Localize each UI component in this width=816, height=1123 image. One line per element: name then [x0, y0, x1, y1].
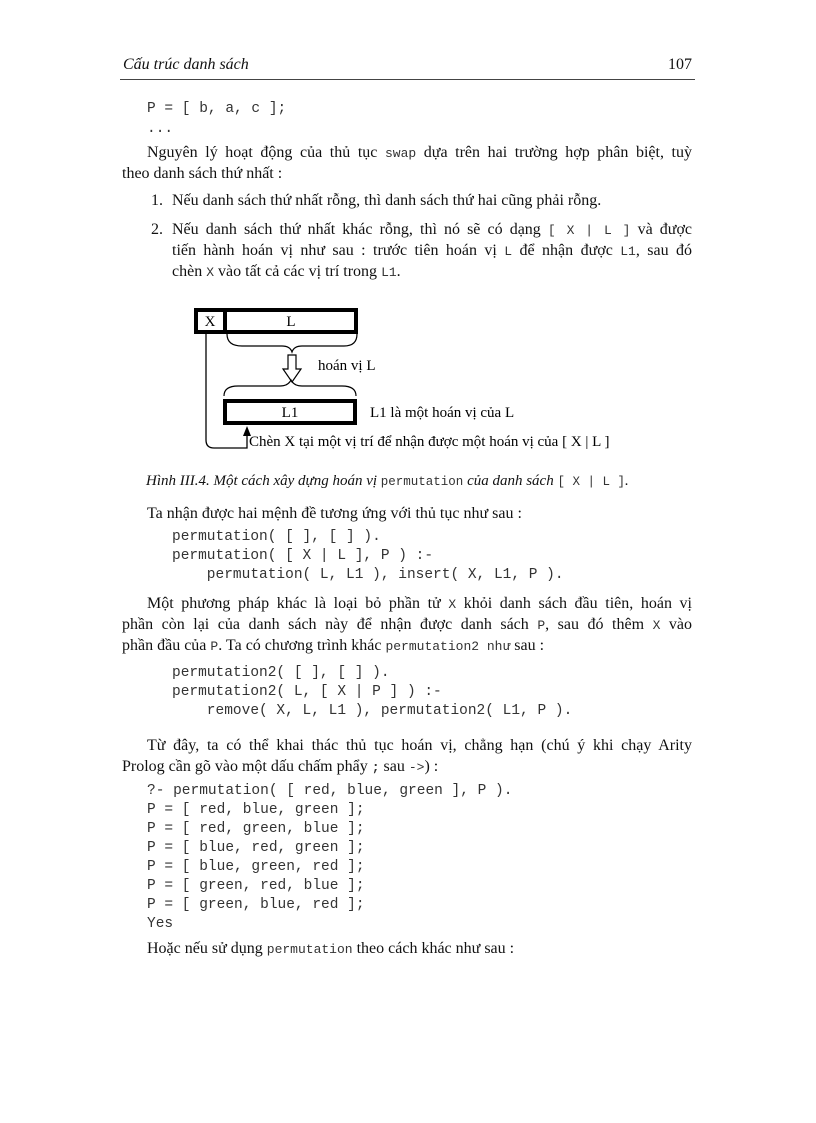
text: vào	[668, 616, 693, 633]
l1-description: L1 là một hoán vị của L	[370, 405, 515, 421]
text: phần đầu của	[122, 637, 207, 654]
code-line: Yes	[147, 916, 174, 932]
insert-label: Chèn X tại một vị trí để nhận được một hoán vị của [ X | L ]	[249, 434, 610, 450]
text: theo cách khác như sau :	[356, 940, 515, 957]
inline-code: permutation	[266, 942, 353, 957]
code-line: P = [ blue, green, red ];	[147, 859, 365, 875]
running-header-title: Cấu trúc danh sách	[123, 56, 249, 73]
text: .	[624, 473, 629, 489]
inline-code: X	[206, 265, 215, 280]
text: của danh sách	[467, 473, 554, 489]
code-line: permutation2( [ ], [ ] ).	[172, 665, 390, 681]
code-line: P = [ blue, red, green ];	[147, 840, 365, 856]
inline-code: X	[652, 618, 661, 633]
text: và được	[637, 221, 693, 238]
code-line: permutation( [ X | L ], P ) :-	[172, 548, 434, 564]
inline-code: ;	[371, 760, 380, 775]
paragraph: Ta nhận được hai mệnh đề tương ứng với thủ tục như sau :	[147, 505, 522, 522]
inline-code: permutation2 như	[385, 639, 511, 654]
inline-code: [ X | L ]	[557, 475, 625, 489]
text: , sau đó thêm	[545, 616, 645, 633]
swap-paragraph-line2: theo danh sách thứ nhất :	[122, 165, 283, 182]
text: Nguyên lý hoạt động của thủ tục	[147, 144, 378, 161]
code-line: permutation( L, L1 ), insert( X, L1, P ).	[172, 567, 564, 583]
inline-code: ->	[408, 760, 425, 775]
list-item-1: Nếu danh sách thứ nhất rỗng, thì danh sách thứ hai cũng phải rỗng.	[172, 192, 602, 209]
inline-code: [ X | L ]	[547, 223, 631, 238]
permute-label: hoán vị L	[318, 358, 376, 374]
text: Hình III.4. Một cách xây dựng hoán vị	[146, 473, 378, 489]
paragraph-line	[122, 614, 692, 636]
inline-code: swap	[384, 146, 417, 161]
code-line: P = [ red, green, blue ];	[147, 821, 365, 837]
text: tiến hành hoán vị như sau : trước tiên hoán vị	[172, 242, 497, 259]
inline-code: P	[210, 639, 219, 654]
text: Một phương pháp khác là loại bỏ phần tử	[147, 595, 441, 612]
paragraph-line	[147, 938, 514, 960]
code-line: permutation( [ ], [ ] ).	[172, 529, 381, 545]
text: sau	[383, 758, 405, 775]
permutation-diagram	[0, 0, 816, 470]
text: Hoặc nếu sử dụng	[147, 940, 263, 957]
inline-code: permutation	[380, 475, 464, 489]
lower-brace	[224, 380, 356, 396]
l1-label: L1	[281, 405, 299, 421]
list-number: 1.	[151, 192, 163, 209]
text: sau :	[514, 637, 545, 654]
paragraph-line	[122, 635, 544, 657]
text: phần còn lại của danh sách này để nhận được danh sách	[122, 616, 529, 633]
upper-brace	[227, 334, 357, 352]
list-number: 2.	[151, 221, 163, 238]
code-line: P = [ b, a, c ];	[147, 101, 287, 117]
code-line: remove( X, L, L1 ), permutation2( L1, P ).	[172, 703, 573, 719]
code-line: ?- permutation( [ red, blue, green ], P ).	[147, 783, 513, 799]
code-line: P = [ red, blue, green ];	[147, 802, 365, 818]
paragraph-line	[122, 756, 438, 778]
inline-code: L1	[381, 265, 397, 280]
text: khỏi danh sách đầu tiên, hoán vị	[463, 595, 692, 612]
text: để nhận được	[519, 242, 613, 259]
text: dựa trên hai trường hợp phân biệt, tuỳ	[423, 144, 693, 161]
x-l-box	[196, 310, 356, 332]
text: vào tất cả các vị trí trong	[218, 263, 378, 280]
text: chèn	[172, 263, 203, 280]
paragraph-line: Từ đây, ta có thể khai thác thủ tục hoán vị, chẳng hạn (chú ý khi chạy Arity	[147, 737, 692, 754]
inline-code: P	[537, 618, 546, 633]
paragraph-line	[147, 593, 692, 615]
text: Nếu danh sách thứ nhất khác rỗng, thì nó sẽ có dạng	[172, 221, 541, 238]
text: Prolog cần gõ vào một dấu chấm phẩy	[122, 758, 368, 775]
text: .	[396, 263, 401, 280]
code-line: permutation2( L, [ X | P ] ) :-	[172, 684, 442, 700]
inline-code: L1	[620, 244, 636, 259]
code-line: P = [ green, blue, red ];	[147, 897, 365, 913]
code-line: P = [ green, red, blue ];	[147, 878, 365, 894]
down-arrow-icon	[283, 355, 301, 382]
l-label: L	[286, 314, 296, 330]
inline-code: X	[448, 597, 457, 612]
text: , sau đó	[635, 242, 692, 259]
page-number: 107	[668, 56, 692, 73]
text: ) :	[424, 758, 439, 775]
inline-code: L	[504, 244, 513, 259]
x-label: X	[204, 314, 216, 330]
code-line: ...	[147, 121, 174, 137]
figure-caption	[146, 473, 629, 490]
text: . Ta có chương trình khác	[218, 637, 382, 654]
